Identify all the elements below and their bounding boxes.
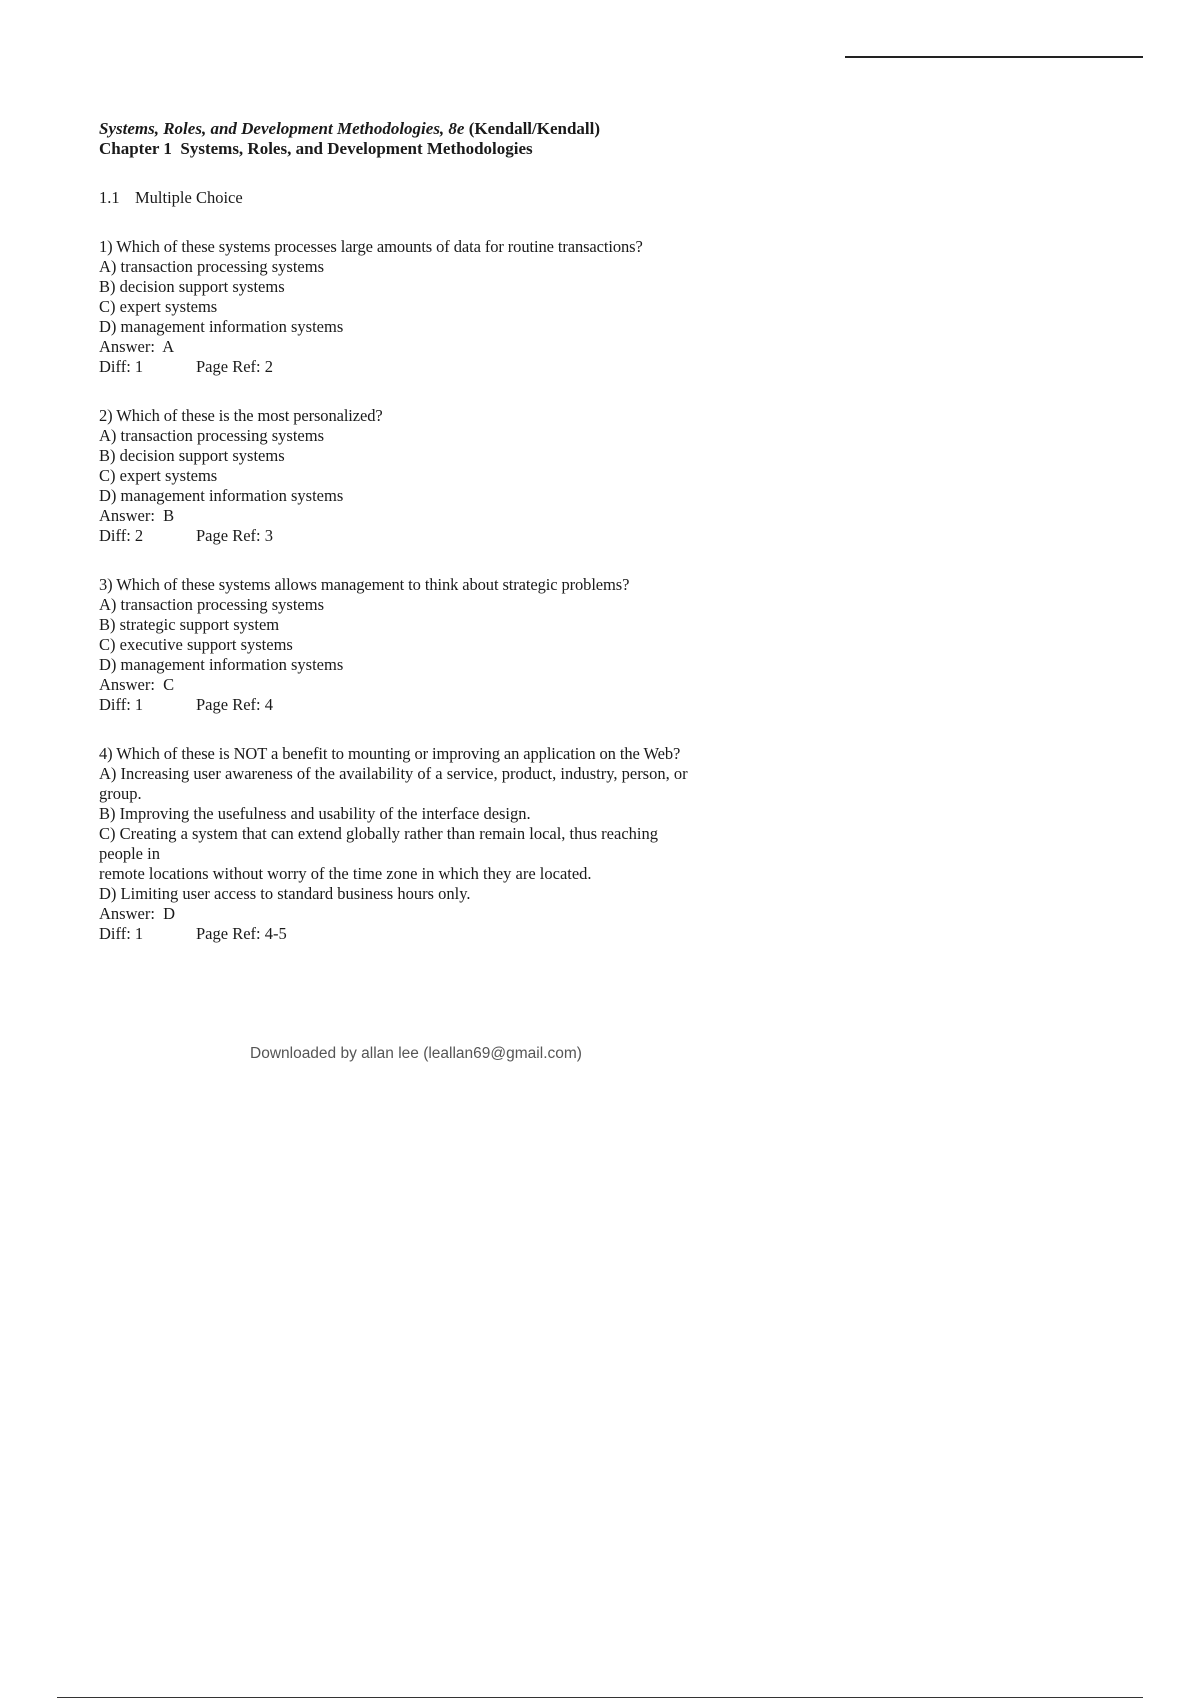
answer: Answer: C <box>99 675 175 694</box>
download-notice: Downloaded by allan lee (leallan69@gmail.com) <box>250 1045 582 1062</box>
question-text: 1) Which of these systems processes large amounts of data for routine transactions? <box>99 237 643 256</box>
option-c: C) Creating a system that can extend globally rather than remain local, thus reaching <box>99 824 658 843</box>
diff-page-ref <box>99 526 859 546</box>
option-a: A) transaction processing systems <box>99 595 324 614</box>
difficulty: Diff: 1 <box>99 695 144 714</box>
option-b: B) decision support systems <box>99 446 285 465</box>
section-title: Multiple Choice <box>135 188 243 207</box>
book-title <box>99 119 859 139</box>
option-b: B) Improving the usefulness and usability of the interface design. <box>99 804 531 823</box>
page-ref: Page Ref: 2 <box>196 357 273 376</box>
option-b: B) strategic support system <box>99 615 280 634</box>
diff-page-ref <box>99 695 859 715</box>
option-d: D) management information systems <box>99 486 344 505</box>
difficulty: Diff: 1 <box>99 924 144 943</box>
diff-page-ref <box>99 924 859 944</box>
option-c: C) expert systems <box>99 297 218 316</box>
question-text: 3) Which of these systems allows management to think about strategic problems? <box>99 575 630 594</box>
option-b: B) decision support systems <box>99 277 285 296</box>
section-heading <box>99 188 859 208</box>
option-c-continued: people in <box>99 844 160 863</box>
option-a: A) transaction processing systems <box>99 426 324 445</box>
option-a-continued: group. <box>99 784 142 803</box>
footer-rule <box>57 1697 1143 1698</box>
document-body <box>99 119 859 944</box>
question-2 <box>99 406 859 546</box>
question-1 <box>99 237 859 377</box>
option-d: D) Limiting user access to standard business hours only. <box>99 884 471 903</box>
option-a: A) Increasing user awareness of the availability of a service, product, industry, person, or <box>99 764 688 783</box>
answer: Answer: A <box>99 337 175 356</box>
book-title-italic: Systems, Roles, and Development Methodologies, 8e <box>99 119 465 138</box>
question-text: 2) Which of these is the most personalized? <box>99 406 383 425</box>
page-ref: Page Ref: 3 <box>196 526 273 545</box>
option-d: D) management information systems <box>99 317 344 336</box>
answer: Answer: D <box>99 904 176 923</box>
section-number: 1.1 <box>99 188 120 207</box>
option-c-continued-2: remote locations without worry of the time zone in which they are located. <box>99 864 592 883</box>
question-4 <box>99 744 859 944</box>
page-ref: Page Ref: 4 <box>196 695 273 714</box>
option-c: C) expert systems <box>99 466 218 485</box>
option-c: C) executive support systems <box>99 635 293 654</box>
difficulty: Diff: 1 <box>99 357 144 376</box>
header-rule <box>845 56 1143 58</box>
question-text: 4) Which of these is NOT a benefit to mounting or improving an application on the Web? <box>99 744 681 763</box>
answer: Answer: B <box>99 506 175 525</box>
question-3 <box>99 575 859 715</box>
book-title-authors: (Kendall/Kendall) <box>464 119 601 138</box>
diff-page-ref <box>99 357 859 377</box>
difficulty: Diff: 2 <box>99 526 144 545</box>
option-a: A) transaction processing systems <box>99 257 324 276</box>
option-d: D) management information systems <box>99 655 344 674</box>
page-ref: Page Ref: 4-5 <box>196 924 287 943</box>
chapter-title: Chapter 1 Systems, Roles, and Development Methodologies <box>99 139 533 158</box>
